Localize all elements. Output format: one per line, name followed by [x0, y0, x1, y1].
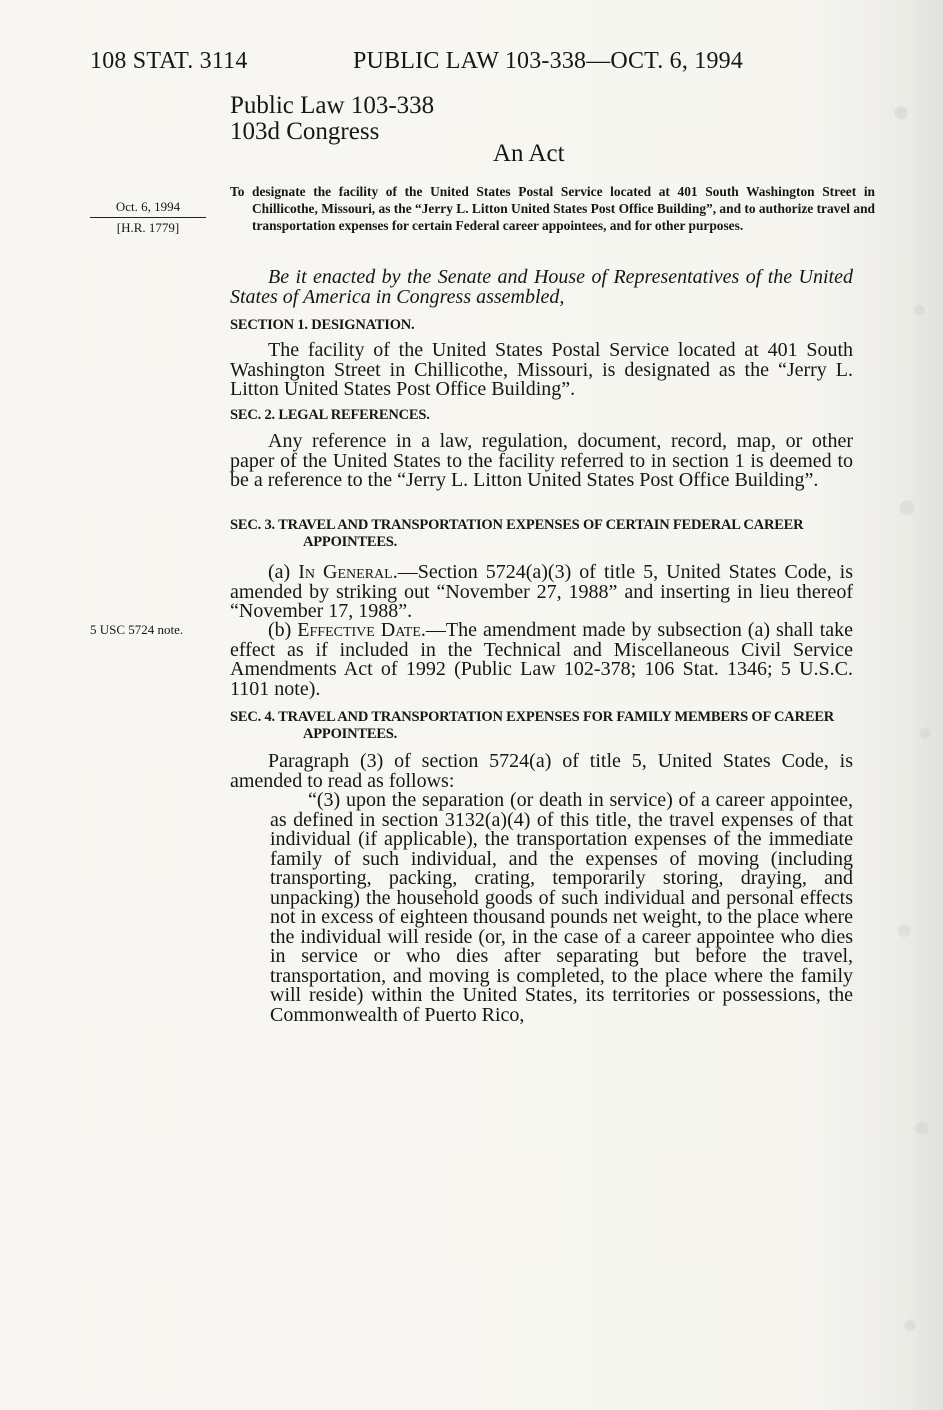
scan-edge-shading [883, 0, 943, 1410]
margin-rule [90, 217, 206, 218]
section-2-heading: SEC. 2. LEGAL REFERENCES. [230, 407, 430, 423]
section-2-text: Any reference in a law, regulation, document, record, map, or other paper of the United States to the facility referred to in section 1 is deemed to be a reference to the “Jerry L. Litton United States Post Office Building”. [230, 430, 853, 491]
section-1-text: The facility of the United States Postal Service located at 401 South Washington Street in Chillicothe, Missouri, is designated as the “Jerry L. Litton United States Post Office Building”. [230, 339, 853, 400]
subsection-a-caption: In General [298, 561, 393, 583]
stat-page-reference: 108 STAT. 3114 [90, 48, 248, 74]
section-4-text: Paragraph (3) of section 5724(a) of title 5, United States Code, is amended to read as follows: [230, 750, 853, 792]
subsection-b-caption: Effective Date [297, 619, 421, 641]
running-header-law-date: PUBLIC LAW 103-338—OCT. 6, 1994 [353, 48, 744, 74]
section-4-heading: SEC. 4. TRAVEL AND TRANSPORTATION EXPENSES FOR FAMILY MEMBERS OF CAREER APPOINTEES. [230, 709, 835, 742]
subsection-b-label: (b) [268, 619, 292, 641]
title-block [230, 93, 434, 145]
margin-note-date [90, 198, 206, 237]
enactment-date: Oct. 6, 1994 [115, 199, 181, 214]
subsection-b-text: .—The amendment made by subsection (a) shall take effect as if included in the Technical and Miscellaneous Civil Service Amendments Act of 1992 (Public Law 102-378; 106 Stat. 1346; 5 U.S.C. 1101 note). [230, 619, 853, 700]
margin-note-usc: 5 USC 5724 note. [90, 622, 184, 637]
section-1-heading: SECTION 1. DESIGNATION. [230, 317, 415, 333]
bill-number: [H.R. 1779] [116, 220, 180, 235]
subsection-a-text: .—Section 5724(a)(3) of title 5, United States Code, is amended by striking out “November 27, 1988” and inserting in lieu thereof “November 17, 1988”. [230, 561, 853, 622]
section-4-quoted-paragraph: “(3) upon the separation (or death in service) of a career appointee, as defined in section 3132(a)(4) of this title, the travel expenses of that individual (if applicable), the transportation expenses of the immediate family of such individual, and the expenses of moving (including transporting, packing, crating, temporarily storing, draying, and unpacking) the household goods of such individual and personal effects not in excess of eighteen thousand pounds net weight, to the place where the individual will reside (or, in the case of a career appointee who dies in service or who dies after separating but before the travel, transportation, and moving is completed, to the place where the family will reside) within the United States, its territories or possessions, the Commonwealth of Puerto Rico, [270, 789, 853, 1026]
section-3-subsection-a [230, 563, 853, 622]
enacting-clause: Be it enacted by the Senate and House of Representatives of the United States of America in Congress assembled, [230, 266, 853, 308]
act-label: An Act [493, 140, 565, 167]
act-purpose: To designate the facility of the United States Postal Service located at 401 South Washington Street in Chillicothe, Missouri, as the “Jerry L. Litton United States Post Office Building”, and to authorize travel and transportation expenses for certain Federal career appointees, and for other purposes. [230, 184, 875, 234]
section-3-subsection-b [230, 621, 853, 699]
subsection-a-label: (a) [268, 561, 291, 583]
section-3-heading: SEC. 3. TRAVEL AND TRANSPORTATION EXPENSES OF CERTAIN FEDERAL CAREER APPOINTEES. [230, 517, 804, 550]
public-law-number: Public Law 103-338 [230, 92, 435, 119]
congress-number: 103d Congress [230, 118, 380, 145]
